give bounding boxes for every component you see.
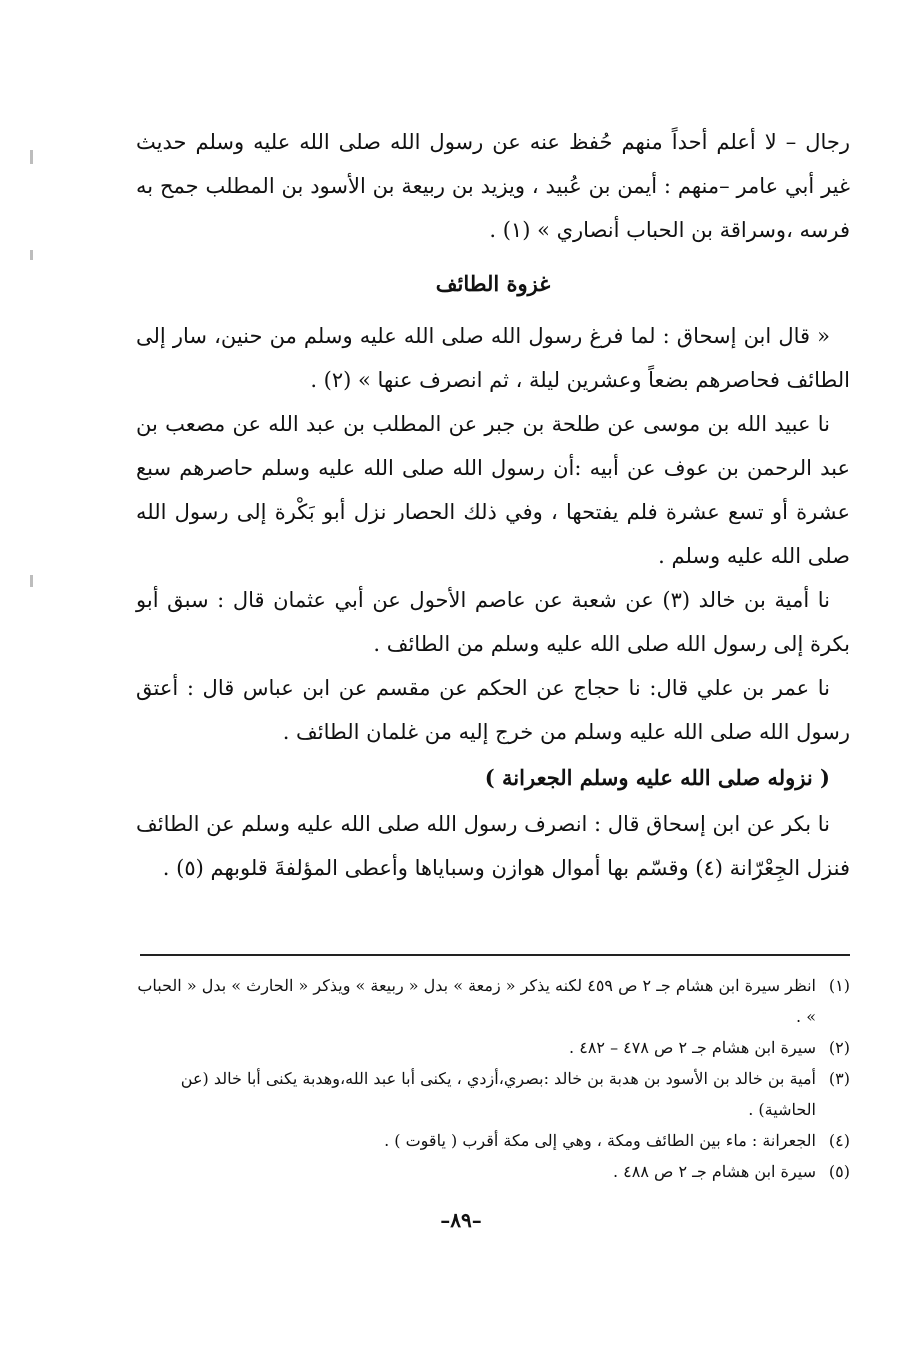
footnote-text: أمية بن خالد بن الأسود بن هدبة بن خالد :بصري،أزدي ، يكنى أبا عبد الله،وهدبة يكنى أبا خالد (عن الحاشية) . xyxy=(180,1069,816,1119)
footnote-number: (٣) xyxy=(828,1069,850,1088)
paragraph: « قال ابن إسحاق : لما فرغ رسول الله صلى الله عليه وسلم من حنين، سار إلى الطائف فحاصرهم بضعاً وعشرين ليلة ، ثم انصرف عنها » (٢) . xyxy=(136,324,850,392)
footnote-number: (١) xyxy=(828,976,850,995)
paragraph: نا بكر عن ابن إسحاق قال : انصرف رسول الله صلى الله عليه وسلم عن الطائف فنزل الجِعْرّانة (٤) وقسّم بها أموال هوازن وسباياها وأعطى المؤلفةَ قلوبهم (٥) . xyxy=(136,812,850,880)
footnote xyxy=(136,1156,850,1187)
footnote xyxy=(136,970,850,1032)
footnote-number: (٥) xyxy=(828,1162,850,1181)
main-text xyxy=(136,120,850,890)
footnote xyxy=(136,1125,850,1156)
scan-edge-mark xyxy=(30,250,33,260)
footnote xyxy=(136,1032,850,1063)
page-number: –٨٩– xyxy=(440,1208,482,1232)
footnotes xyxy=(136,970,850,1187)
scan-edge-mark xyxy=(30,150,33,164)
footnote-text: سيرة ابن هشام جـ ٢ ص ٤٧٨ – ٤٨٢ . xyxy=(569,1038,816,1057)
paragraph-continuation: رجال – لا أعلم أحداً منهم حُفظ عنه عن رسول الله صلى الله عليه وسلم حديث غير أبي عامر –منهم : أيمن بن عُبيد ، ويزيد بن ربيعة بن الأسود بن المطلب جمح به فرسه ،وسراقة بن الحباب أنصاري » (١) . xyxy=(136,130,850,242)
footnote-number: (٤) xyxy=(828,1131,850,1150)
footnote xyxy=(136,1063,850,1125)
footnote-text: الجعرانة : ماء بين الطائف ومكة ، وهي إلى مكة أقرب ( ياقوت ) . xyxy=(384,1131,816,1150)
scan-edge-mark xyxy=(30,575,33,587)
footnote-separator xyxy=(140,954,850,956)
sub-heading: ( نزوله صلى الله عليه وسلم الجعرانة ) xyxy=(484,765,830,790)
footnote-text: انظر سيرة ابن هشام جـ ٢ ص ٤٥٩ لكنه يذكر « زمعة » بدل « ربيعة » ويذكر « الحارث » بدل « الحباب » . xyxy=(137,976,816,1026)
paragraph: نا عبيد الله بن موسى عن طلحة بن جبر عن المطلب بن عبد الله عن مصعب بن عبد الرحمن بن عوف عن أبيه :أن رسول الله صلى الله عليه وسلم حاصرهم سبع عشرة أو تسع عشرة فلم يفتحها ، وفي ذلك الحصار نزل أبو بَكْرة إلى رسول الله صلى الله عليه وسلم . xyxy=(136,412,850,568)
footnote-number: (٢) xyxy=(828,1038,850,1057)
paragraph: نا عمر بن علي قال: نا حجاج عن الحكم عن مقسم عن ابن عباس قال : أعتق رسول الله صلى الله عليه وسلم من خرج إليه من غلمان الطائف . xyxy=(136,676,850,744)
paragraph: نا أمية بن خالد (٣) عن شعبة عن عاصم الأحول عن أبي عثمان قال : سبق أبو بكرة إلى رسول الله صلى الله عليه وسلم من الطائف . xyxy=(136,588,850,656)
section-heading: غزوة الطائف xyxy=(435,271,551,296)
footnote-text: سيرة ابن هشام جـ ٢ ص ٤٨٨ . xyxy=(613,1162,816,1181)
